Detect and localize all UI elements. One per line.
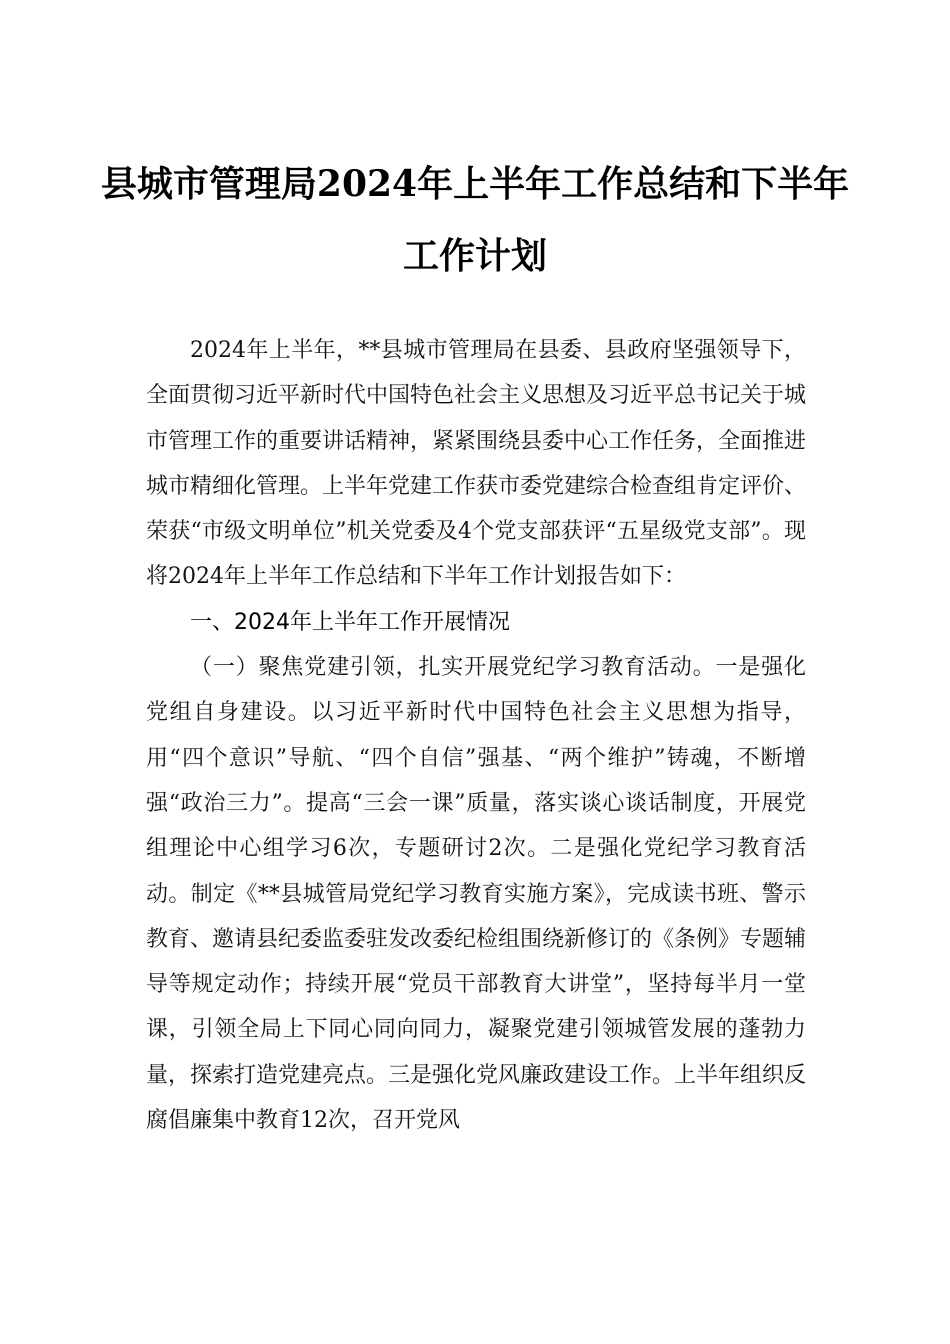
subsection-paragraph [146, 645, 806, 1143]
subsection-heading: （一）聚焦党建引领，扎实开展党纪学习教育活动。 [190, 655, 716, 681]
section-heading: 一、2024年上半年工作开展情况 [190, 609, 510, 635]
subsection-body: 一是强化党组自身建设。以习近平新时代中国特色社会主义思想为指导，用“四个意识”导航、“四个自信”强基、“两个维护”铸魂，不断增强“政治三力”。提高“三会一课”质量，落实谈心谈话制度，开展党组理论中心组学习6次，专题研讨2次。二是强化党纪学习教育活动。制定《**县城管局党纪学习教育实施方案》，完成读书班、警示教育、邀请县纪委监委驻发改委纪检组围绕新修订的《条例》专题辅导等规定动作；持续开展“党员干部教育大讲堂”，坚持每半月一堂课，引领全局上下同心同向同力，凝聚党建引领城管发展的蓬勃力量，探索打造党建亮点。三是强化党风廉政建设工作。上半年组织反腐倡廉集中教育12次，召开党风 [146, 655, 807, 1134]
document-title: 县城市管理局2024年上半年工作总结和下半年工作计划 [100, 163, 850, 277]
intro-paragraph: 2024年上半年，**县城市管理局在县委、县政府坚强领导下，全面贯彻习近平新时代中国特色社会主义思想及习近平总书记关于城市管理工作的重要讲话精神，紧紧围绕县委中心工作任务，全面推进城市精细化管理。上半年党建工作获市委党建综合检查组肯定评价、荣获“市级文明单位”机关党委及4个党支部获评“五星级党支部”。现将2024年上半年工作总结和下半年工作计划报告如下： [146, 338, 807, 590]
document-body [146, 328, 806, 1143]
